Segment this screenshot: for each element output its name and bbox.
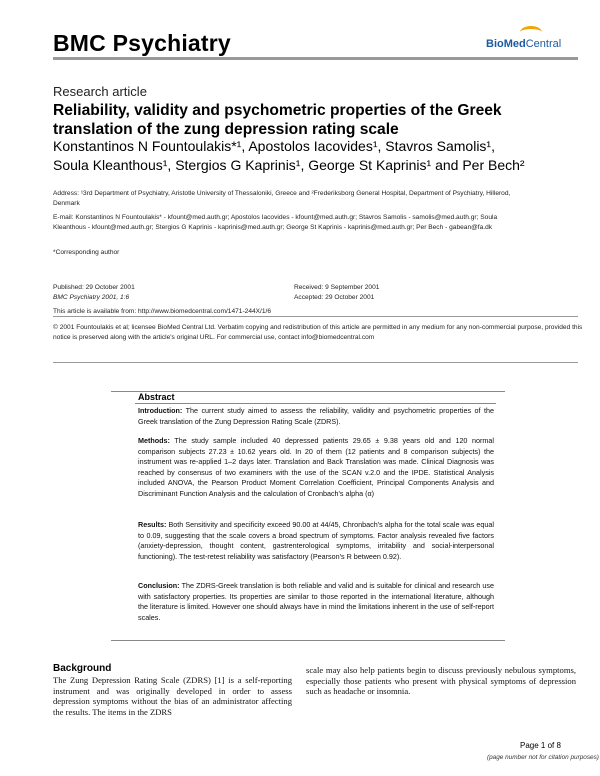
author-list bbox=[53, 137, 583, 175]
methods-label: Methods: bbox=[138, 436, 170, 445]
authors-line-2: Soula Kleanthous¹, Stergios G Kaprinis¹, George St Kaprinis¹ and Per Bech² bbox=[53, 157, 525, 173]
abstract-heading: Abstract bbox=[138, 392, 175, 402]
page-number: Page 1 of 8 bbox=[520, 741, 561, 750]
logo-bio-text: BioMed bbox=[486, 38, 526, 50]
introduction-label: Introduction: bbox=[138, 406, 183, 415]
received-date: Received: 9 September 2001 bbox=[294, 284, 380, 291]
authors-line-1: Konstantinos N Fountoulakis*¹, Apostolos Iacovides¹, Stavros Samolis¹, bbox=[53, 138, 495, 154]
abstract-methods bbox=[138, 436, 494, 500]
logo-central-text: Central bbox=[525, 38, 562, 50]
background-column-1: The Zung Depression Rating Scale (ZDRS) [1] is a self-reporting instrument and was originally developed in order to assess depression symptoms without the bias of an administrator affecting the results. The items in the ZDRS bbox=[53, 675, 292, 717]
results-text: Both Sensitivity and specificity exceed 90.00 at 44/45, Chronbach's alpha for the total scale was equal to 0.09, suggesting that the scale covers a broad spectrum of symptoms. Factor analysis revealed five factors (anxiety-depression, thought content, gastrenterological symptoms, irritability and social-interpersonal functioning). The test-retest reliability was satisfactory (Pearson's R between 0.92). bbox=[138, 520, 494, 561]
published-date: Published: 29 October 2001 bbox=[53, 284, 135, 291]
author-emails: E-mail: Konstantinos N Fountoulakis* - kfount@med.auth.gr; Apostolos Iacovides - kfount@med.auth.gr; Stavros Samolis - samolis@med.auth.gr; Soula Kleanthous - kfount@med.auth.gr; Stergios G Kaprinis - kaprinis@med.auth.gr; George St Kaprinis - kaprinis@med.auth.gr; Per Bech - gabean@fa.dk bbox=[53, 214, 498, 231]
accepted-date: Accepted: 29 October 2001 bbox=[294, 294, 375, 301]
corresponding-author-note: *Corresponding author bbox=[53, 249, 120, 256]
abstract-results bbox=[138, 520, 494, 562]
copyright-notice: © 2001 Fountoulakis et al; licensee BioMed Central Ltd. Verbatim copying and redistribution of this article are permitted in any medium for any non-commercial purpose, provided this notice is preserved along with the article's original URL. For commercial use, contact info@biomedcentral.com bbox=[53, 324, 583, 341]
background-column-2: scale may also help patients begin to discuss previously nebulous symptoms, especially those patients who present with physical symptoms of depression such as headache or insomnia. bbox=[306, 665, 576, 697]
page-number-note: (page number not for citation purposes) bbox=[487, 754, 599, 761]
journal-title: BMC Psychiatry bbox=[53, 30, 231, 56]
copyright-divider bbox=[53, 362, 578, 363]
header-divider bbox=[53, 57, 578, 60]
results-label: Results: bbox=[138, 520, 167, 529]
background-heading: Background bbox=[53, 663, 112, 674]
conclusion-text: The ZDRS-Greek translation is both reliable and valid and is suitable for clinical and research use with satisfactory properties. Its properties are similar to those reported in the international literature, although the literature is limited. However one should always have in mind the limitations inherent in the use of self-report scales. bbox=[138, 581, 494, 622]
methods-text: The study sample included 40 depressed patients 29.65 ± 9.38 years old and 120 normal comparison subjects 27.23 ± 10.62 years old. In 20 of them (12 patients and 8 comparison subjects) the instrument was re-applied 1–2 days later. Translation and Back Translation was made. Clinical Diagnosis was reached by consensus of two examiners with the use of the SCAN v.2.0 and the IPDE. Statistical Analysis included ANOVA, the Pearson Product Moment Correlation Coefficient, Principal Components Analysis and Discriminant Function Analysis and the calculation of Cronbach's alpha (α) bbox=[138, 436, 494, 498]
article-url: This article is available from: http://www.biomedcentral.com/1471-244X/1/6 bbox=[53, 308, 272, 315]
article-type: Research article bbox=[53, 84, 147, 99]
abstract-heading-rule bbox=[135, 403, 496, 404]
conclusion-label: Conclusion: bbox=[138, 581, 180, 590]
introduction-text: The current study aimed to assess the reliability, validity and psychometric properties of the Greek translation of the Zung Depression Rating Scale (ZDRS). bbox=[138, 406, 494, 426]
citation: BMC Psychiatry 2001, 1:6 bbox=[53, 294, 130, 301]
author-address: Address: ¹3rd Department of Psychiatry, Aristotle University of Thessaloniki, Greece and ²Frederiksborg General Hospital, Department of Psychiatry, Hillerod, Denmark bbox=[53, 190, 511, 207]
publisher-logo bbox=[486, 26, 576, 52]
abstract-conclusion bbox=[138, 581, 494, 623]
meta-divider bbox=[53, 316, 578, 317]
abstract-introduction bbox=[138, 406, 494, 427]
article-title: Reliability, validity and psychometric properties of the Greek translation of the zung depression rating scale bbox=[53, 102, 502, 138]
